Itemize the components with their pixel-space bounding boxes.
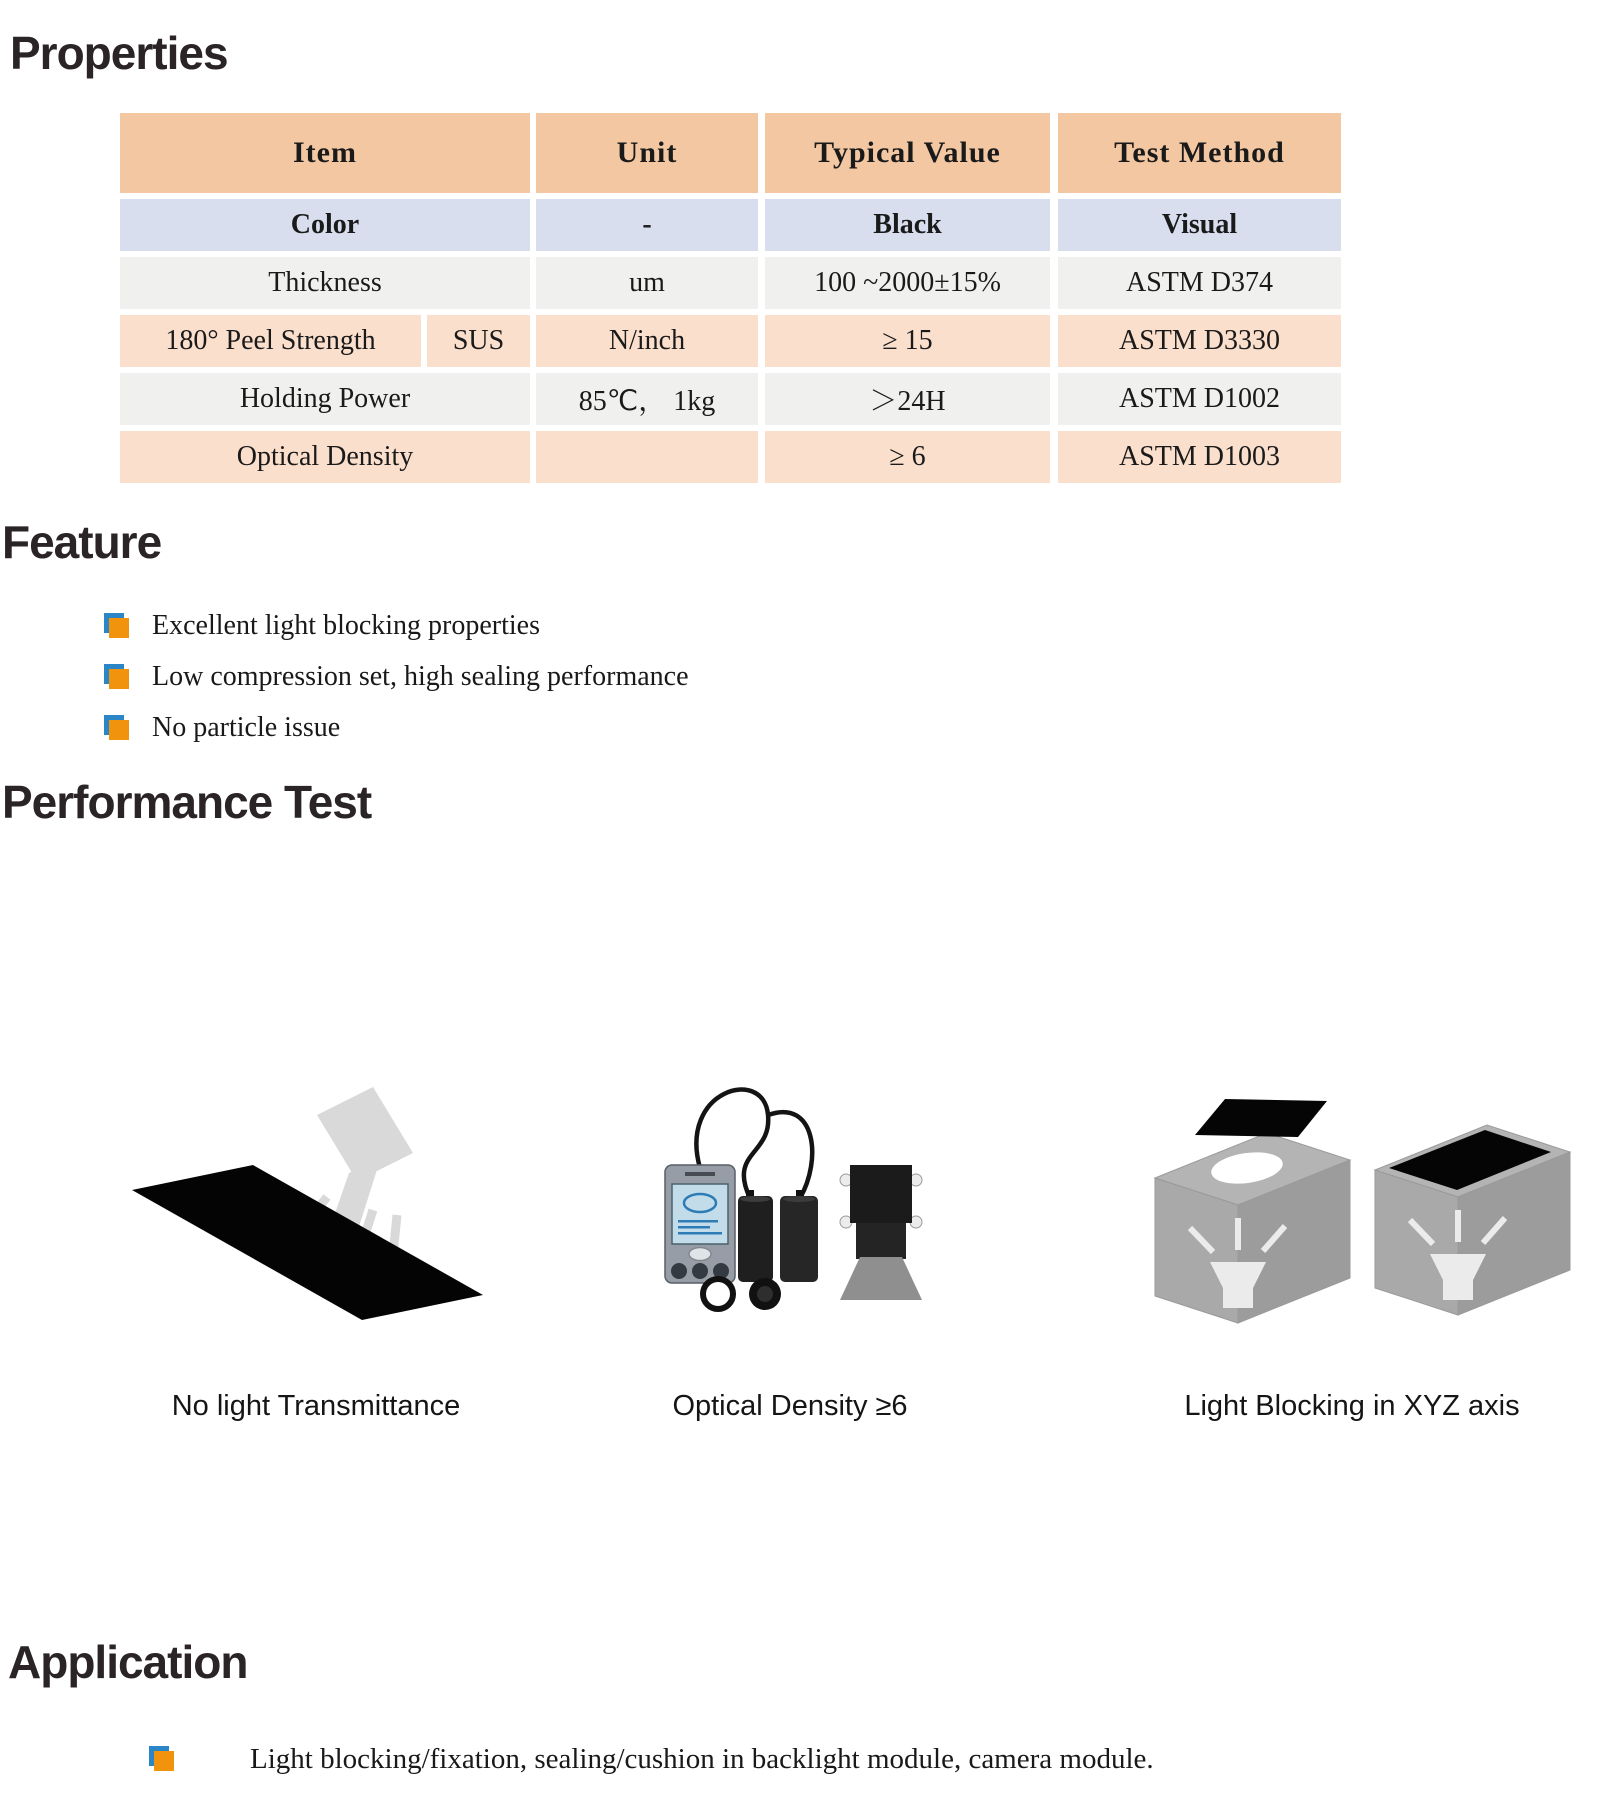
cell-item: Optical Density <box>120 431 530 483</box>
cell-value: ＞24H <box>765 373 1050 425</box>
table-row <box>120 257 1341 309</box>
sample-lenses <box>703 1278 781 1310</box>
cell-item: 180° Peel Strength <box>120 315 421 367</box>
col-header-item: Item <box>120 113 530 193</box>
meter-device <box>665 1165 735 1283</box>
col-header-method: Test Method <box>1058 113 1341 193</box>
black-sheet <box>132 1165 483 1320</box>
cell-value: 100 ~2000±15% <box>765 257 1050 309</box>
col-header-unit: Unit <box>536 113 758 193</box>
cell-item: Thickness <box>120 257 530 309</box>
cell-method: ASTM D3330 <box>1058 315 1341 367</box>
optical-density-meter-figure <box>560 1060 960 1315</box>
application-heading: Application <box>8 1636 248 1688</box>
test-fixture <box>840 1165 922 1300</box>
table-header-row <box>120 113 1341 193</box>
cell-method: ASTM D374 <box>1058 257 1341 309</box>
square-bullet-icon <box>104 613 130 639</box>
feature-heading: Feature <box>2 516 162 568</box>
table-row <box>120 431 1341 483</box>
table-row <box>120 315 1341 367</box>
square-bullet-icon <box>149 1746 175 1772</box>
col-header-value: Typical Value <box>765 113 1050 193</box>
light-blocking-boxes-figure <box>985 1000 1585 1340</box>
cell-method: ASTM D1003 <box>1058 431 1341 483</box>
cell-unit: 85℃， 1kg <box>536 373 758 425</box>
cell-value: ≥ 15 <box>765 315 1050 367</box>
feature-item: No particle issue <box>152 712 341 743</box>
cell-value: Black <box>765 199 1050 251</box>
square-bullet-icon <box>104 715 130 741</box>
feature-item: Excellent light blocking properties <box>152 610 541 641</box>
figure-caption: No light Transmittance <box>171 1389 461 1422</box>
open-light-box <box>1155 1099 1350 1323</box>
bullet-orange-layer <box>154 1751 174 1771</box>
table-row <box>120 199 1341 251</box>
cell-item-sub: SUS <box>427 315 530 367</box>
bullet-orange-layer <box>109 618 129 638</box>
bullet-orange-layer <box>109 669 129 689</box>
cell-unit: um <box>536 257 758 309</box>
cell-unit <box>536 431 758 483</box>
cell-item: Color <box>120 199 530 251</box>
black-sheet-lid <box>1195 1099 1327 1137</box>
properties-heading: Properties <box>10 27 228 79</box>
calibration-cylinders <box>738 1190 818 1282</box>
cell-unit: N/inch <box>536 315 758 367</box>
application-item: Light blocking/fixation, sealing/cushion in backlight module, camera module. <box>250 1743 1154 1775</box>
figure-caption: Light Blocking in XYZ axis <box>1184 1389 1520 1422</box>
figure-caption: Optical Density ≥6 <box>672 1389 908 1422</box>
covered-light-box <box>1375 1125 1570 1315</box>
cell-method: ASTM D1002 <box>1058 373 1341 425</box>
feature-item: Low compression set, high sealing performance <box>152 661 689 692</box>
cell-value: ≥ 6 <box>765 431 1050 483</box>
no-light-transmittance-figure <box>105 1005 505 1335</box>
square-bullet-icon <box>104 664 130 690</box>
properties-table <box>120 113 1341 489</box>
cell-method: Visual <box>1058 199 1341 251</box>
cell-item: Holding Power <box>120 373 530 425</box>
cell-unit: - <box>536 199 758 251</box>
performance-heading: Performance Test <box>2 776 372 828</box>
bullet-orange-layer <box>109 720 129 740</box>
table-row <box>120 373 1341 425</box>
